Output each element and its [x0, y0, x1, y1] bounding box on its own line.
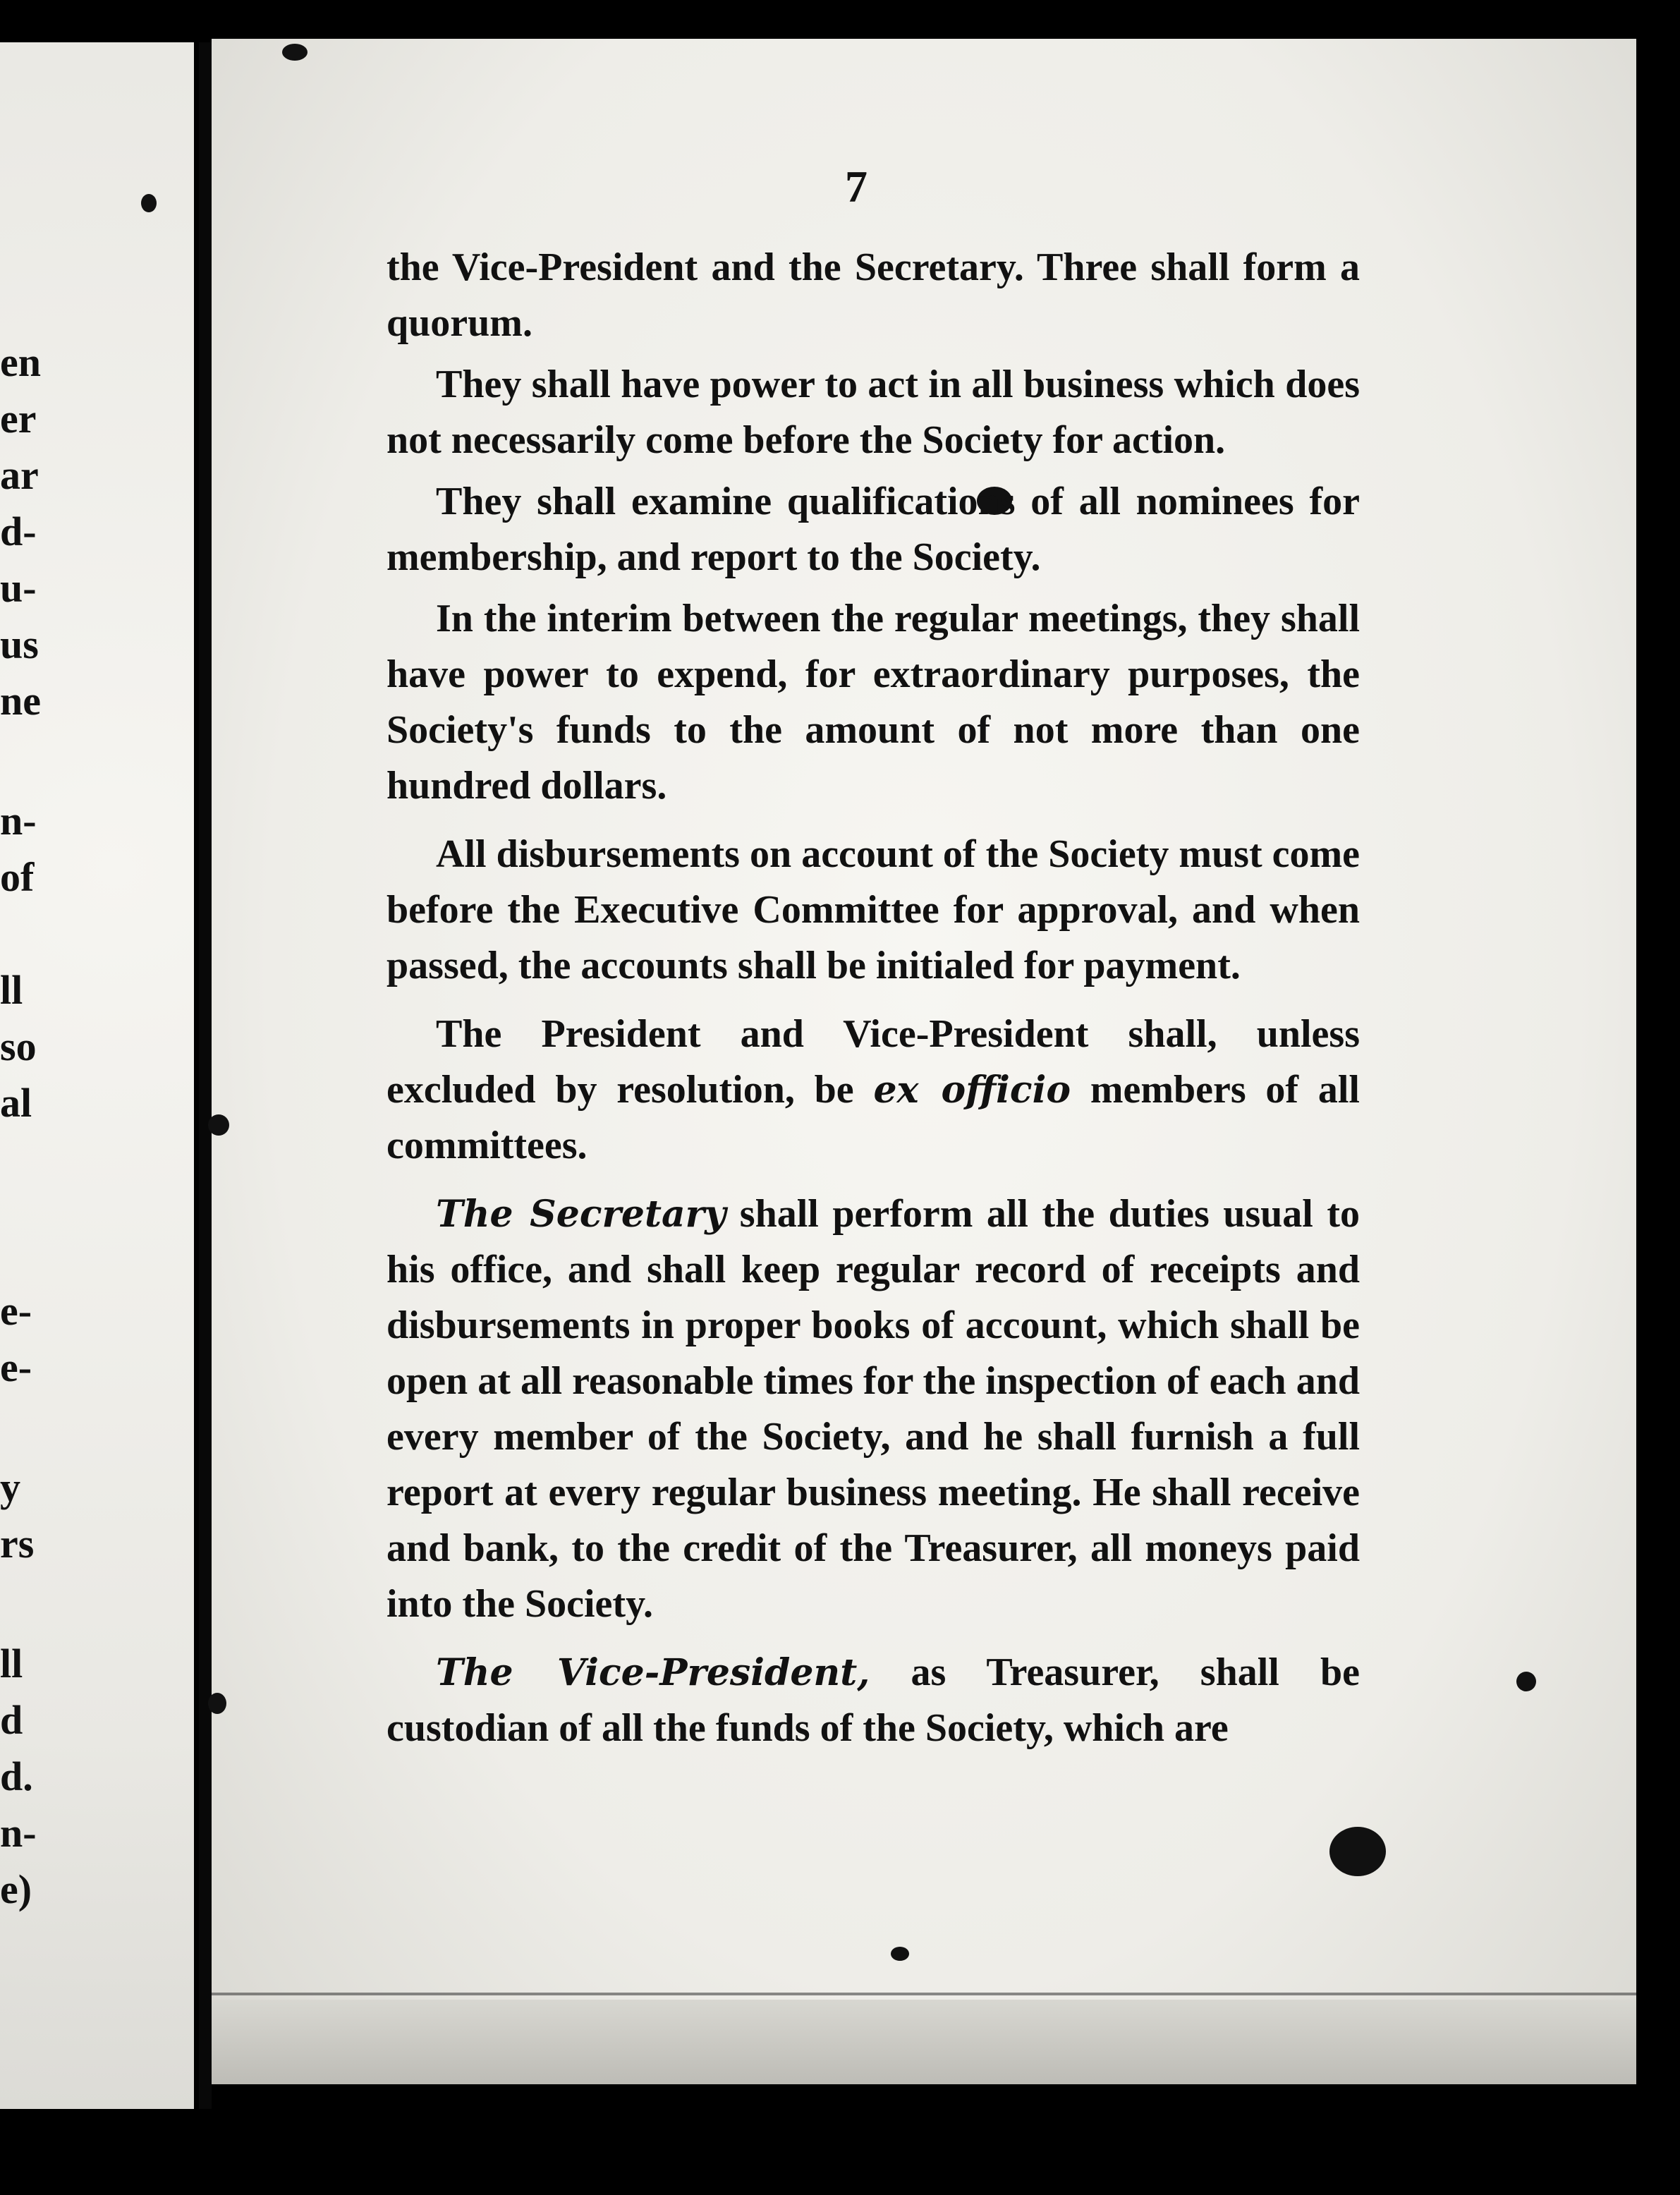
paragraph-text: The President and Vice-President shall, unless excluded by resolution, be: [386, 1012, 1360, 1112]
paragraph: All disbursements on account of the Society must come before the Executive Committee for approval, and when passed, the accounts shall be initialed for payment.: [386, 832, 1360, 987]
paragraph: They shall examine qualifications of all nominees for membership, and report to the Society.: [386, 480, 1360, 579]
page-bottom-edge: [212, 2000, 1636, 2084]
paragraph: In the interim between the regular meetings, they shall have power to expend, for extraordinary purposes, the Society's funds to the amount of not more than one hundred dollars.: [386, 597, 1360, 808]
prev-page-fragment: so: [0, 1023, 37, 1069]
prev-page-fragment: y: [0, 1464, 20, 1510]
paragraph-text: shall perform all the duties usual to his office, and shall keep regular record of receipts and disbursements in proper books of account, which shall be open at all reasonable times for the inspection of each and every member of the Society, and he shall furnish a full report at every regular business meeting. He shall receive and bank, to the credit of the Treasurer, all moneys paid into the Society.: [386, 1192, 1361, 1626]
prev-page-fragment: u-: [0, 565, 37, 611]
prev-page-fragment: e-: [0, 1288, 32, 1334]
italic-heading: The Secretary: [436, 1193, 726, 1236]
prev-page-fragment: e-: [0, 1344, 32, 1390]
ink-speck: [891, 1947, 909, 1961]
paragraph-text: as Treasurer, shall be custodian of all the funds of the Society, which are: [386, 1650, 1361, 1750]
paragraph: [386, 1645, 1360, 1756]
paragraph: [386, 1186, 1360, 1632]
italic-term: ex officio: [873, 1069, 1071, 1112]
ink-speck: [282, 44, 308, 61]
ink-speck: [1516, 1672, 1536, 1691]
prev-page-fragment: d.: [0, 1753, 33, 1799]
prev-page-fragment: d-: [0, 509, 37, 554]
prev-page-fragment: rs: [0, 1521, 35, 1567]
prev-page-fragment: ll: [0, 1641, 23, 1686]
ink-speck: [208, 1114, 229, 1136]
prev-page-fragment: n-: [0, 798, 37, 844]
prev-page-fragment: n-: [0, 1810, 37, 1856]
paragraph: They shall have power to act in all business which does not necessarily come before the Society for action.: [386, 363, 1360, 462]
ink-speck: [141, 194, 157, 212]
paragraph: the Vice-President and the Secretary. Three shall form a quorum.: [386, 245, 1360, 345]
prev-page-fragment: e): [0, 1866, 32, 1912]
page-gutter: [199, 42, 212, 2109]
page-number: 7: [845, 162, 868, 212]
previous-page-edge: [0, 42, 194, 2109]
prev-page-fragment: er: [0, 396, 37, 442]
prev-page-fragment: ne: [0, 678, 41, 724]
prev-page-fragment: al: [0, 1080, 32, 1126]
prev-page-fragment: en: [0, 339, 41, 385]
prev-page-fragment: us: [0, 621, 39, 667]
prev-page-fragment: of: [0, 854, 35, 900]
prev-page-fragment: ll: [0, 967, 23, 1013]
ink-speck: [208, 1693, 226, 1714]
prev-page-fragment: ar: [0, 452, 39, 498]
prev-page-fragment: d: [0, 1697, 23, 1743]
paragraph: [386, 1007, 1360, 1174]
ink-blot: [1329, 1827, 1386, 1876]
body-text: [386, 240, 1360, 1756]
italic-heading: The Vice-President,: [436, 1651, 870, 1694]
paragraph-text: members of all committees.: [386, 1068, 1360, 1167]
